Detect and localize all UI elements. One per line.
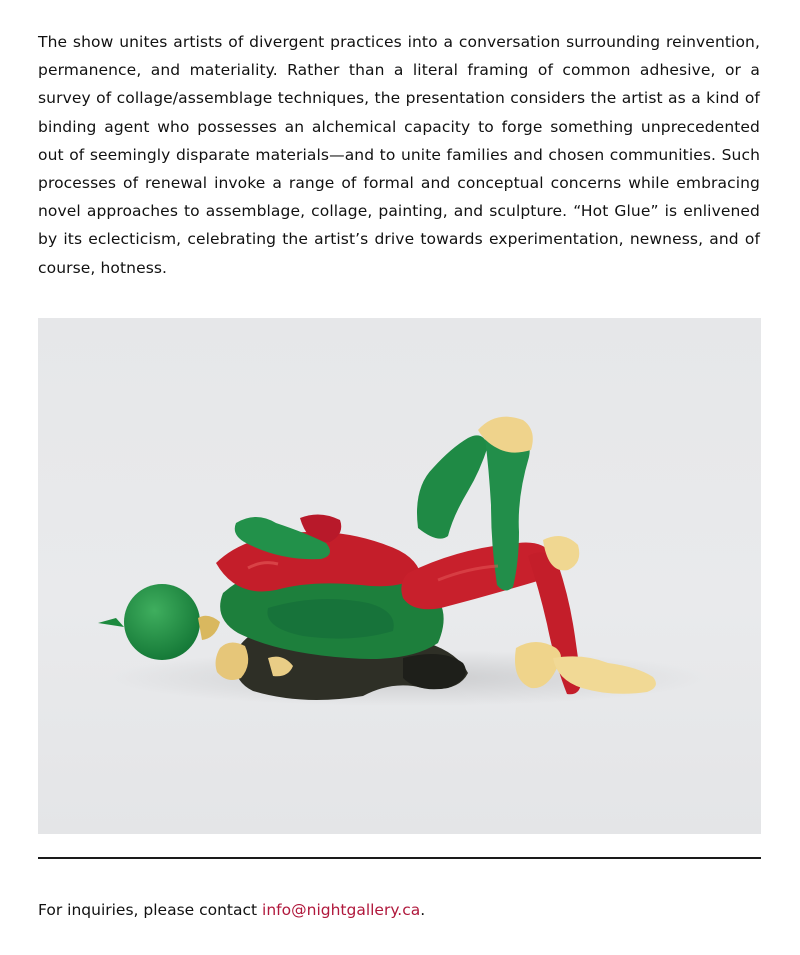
sculpture-image: [38, 318, 761, 834]
inquiry-line: [38, 899, 425, 921]
artwork-image: [38, 318, 761, 834]
inquiry-prefix: For inquiries, please contact: [38, 901, 263, 919]
email-link[interactable]: info@nightgallery.ca: [262, 901, 421, 919]
exhibition-description: The show unites artists of divergent practices into a conversation surrounding reinvention, permanence, and materiality. Rather than a literal framing of common adhesive, or a survey of collage/assemblage techniques, the presentation considers the artist as a kind of binding agent who possesses an alchemical capacity to forge something unprecedented out of seemingly disparate materials—and to unite families and chosen communities. Such processes of renewal invoke a range of formal and conceptual concerns while embracing novel approaches to assemblage, collage, painting, and sculpture. “Hot Glue” is enlivened by its eclecticism, celebrating the artist’s drive towards experimentation, newness, and of course, hotness.: [38, 33, 760, 277]
inquiry-suffix: .: [420, 901, 426, 919]
section-divider: [38, 857, 761, 859]
